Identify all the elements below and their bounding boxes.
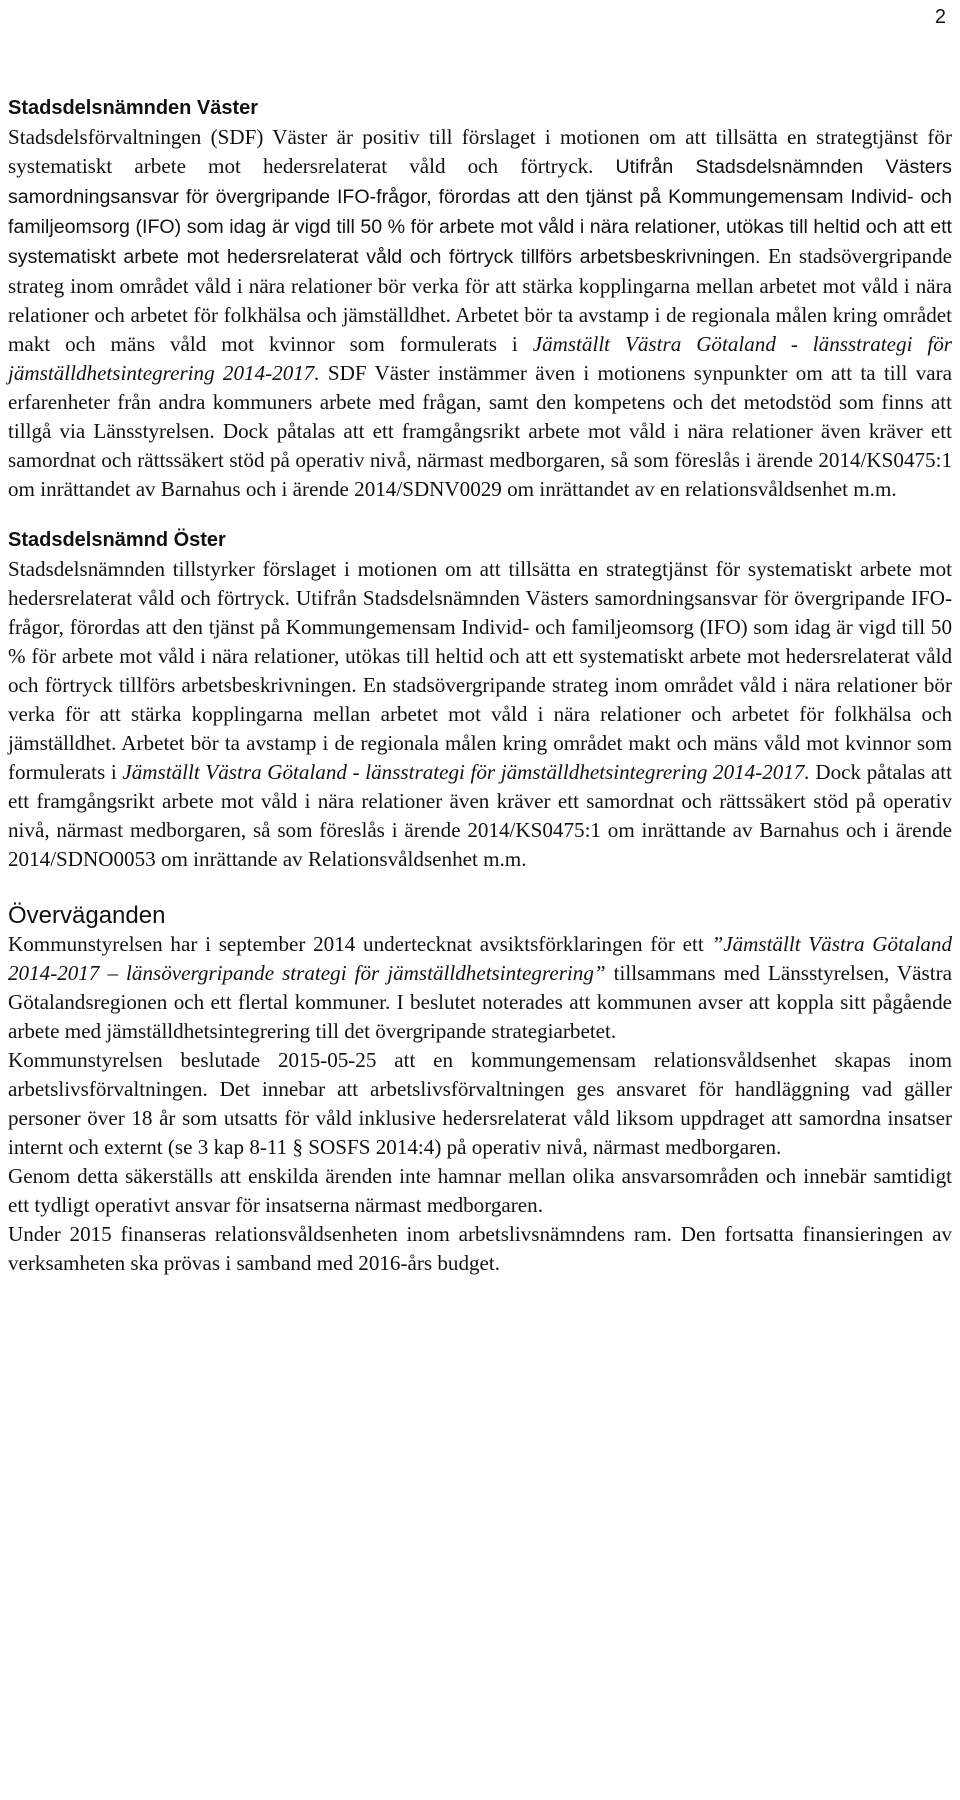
section-paragraph	[8, 123, 952, 504]
text-run: Dock påtalas att ett framgångsrikt arbete mot våld i nära relationer även kräver ett samordnat och rättssäkert stöd på operativ nivå, närmast medborgaren, så som föreslås i ärende 2014/KS0475:1 om inrättande av Barnahus och i ärende 2014/SDNO0053 om inrättande av Relationsvåldsenhet m.m.	[8, 760, 952, 871]
section-overvaganden	[8, 901, 952, 1278]
section-paragraph	[8, 930, 952, 1046]
italic-title: Jämställt Västra Götaland - länsstrategi för jämställdhetsintegrering 2014-2017.	[122, 760, 810, 784]
italic-title: ”Jämställt Västra Götaland 2014-2017 – länsövergripande strategi för jämställdhetsintegrering”	[8, 932, 952, 985]
section-heading: Överväganden	[8, 902, 166, 929]
text-run: SDF Väster instämmer även i motionens synpunkter om att ta till vara erfarenheter från andra kommuners arbete med frågan, samt den kompetens och det metodstöd som finns att tillgå via Länsstyrelsen. Dock påtalas att ett framgångsrikt arbete mot våld i nära relationer även kräver ett samordnat och rättssäkert stöd på operativ nivå, närmast medborgaren, så som föreslås i ärende 2014/KS0475:1 om inrättandet av Barnahus och i ärende 2014/SDNV0029 om inrättandet av en relationsvåldsenhet m.m.	[8, 361, 952, 501]
section-paragraph: Kommunstyrelsen beslutade 2015-05-25 att en kommungemensam relationsvåldsenhet skapas inom arbetslivsförvaltningen. Det innebar att arbetslivsförvaltningen ges ansvaret för handläggning vad gäller personer över 18 år som utsatts för våld inklusive hedersrelaterat våld liksom uppdraget att samordna insatser internt och externt (se 3 kap 8-11 § SOSFS 2014:4) på operativ nivå, närmast medborgaren.	[8, 1048, 952, 1159]
italic-title: Jämställt Västra Götaland - länsstrategi för jämställdhetsintegrering 2014-2017.	[8, 332, 952, 385]
section-heading: Stadsdelsnämnden Väster	[8, 97, 259, 119]
section-heading: Stadsdelsnämnd Öster	[8, 529, 226, 551]
page-number: 2	[934, 6, 946, 28]
text-run: Utifrån Stadsdelsnämnden Västers samordningsansvar för övergripande IFO-frågor, förordas att den tjänst på Kommungemensam Individ- och familjeomsorg (IFO) som idag är vigd till 50 % för arbete mot våld i nära relationer, utökas till heltid och att ett systematiskt arbete mot hedersrelaterat våld och förtryck tillförs arbetsbeskrivningen.	[8, 156, 952, 268]
text-run: Kommunstyrelsen har i september 2014 undertecknat avsiktsförklaringen för ett	[8, 932, 712, 956]
section-vaster	[8, 94, 952, 504]
text-run: En stadsövergripande strateg inom området våld i nära relationer bör verka för att stärka kopplingarna mellan arbetet mot våld i nära relationer och arbetet för folkhälsa och jämställdhet. Arbetet bör ta avstamp i de regionala målen kring området makt och mäns våld mot kvinnor som formulerats i	[8, 244, 953, 356]
text-run: Stadsdelsnämnden tillstyrker förslaget i motionen om att tillsätta en strategtjänst för systematiskt arbete mot hedersrelaterat våld och förtryck. Utifrån Stadsdelsnämnden Västers samordningsansvar för övergripande IFO-frågor, förordas att den tjänst på Kommungemensam Individ- och familjeomsorg (IFO) som idag är vigd till 50 % för arbete mot våld i nära relationer, utökas till heltid och att ett systematiskt arbete mot hedersrelaterat våld och förtryck tillförs arbetsbeskrivningen. En stadsövergripande strateg inom området våld i nära relationer bör verka för att stärka kopplingarna mellan arbetet mot våld i nära relationer och arbetet för folkhälsa och jämställdhet. Arbetet bör ta avstamp i de regionala målen kring området makt och mäns våld mot kvinnor som formulerats i	[8, 557, 952, 784]
section-paragraph: Genom detta säkerställs att enskilda ärenden inte hamnar mellan olika ansvarsområden och innebär samtidigt ett tydligt operativt ansvar för insatserna närmast medborgaren.	[8, 1164, 952, 1217]
section-paragraph: Under 2015 finanseras relationsvåldsenheten inom arbetslivsnämndens ram. Den fortsatta finansieringen av verksamheten ska prövas i samband med 2016-års budget.	[8, 1222, 952, 1275]
text-run: tillsammans med Länsstyrelsen, Västra Götalandsregionen och ett flertal kommuner. I beslutet noterades att kommunen avser att koppla sitt pågående arbete med jämställdhetsintegrering till det övergripande strategiarbetet.	[8, 961, 952, 1043]
section-paragraph	[8, 555, 952, 874]
section-oster	[8, 526, 952, 874]
document-body	[8, 94, 952, 1278]
text-run: Stadsdelsförvaltningen (SDF) Väster är positiv till förslaget i motionen om att tillsätta en strategtjänst för systematiskt arbete mot hedersrelaterat våld och förtryck.	[8, 125, 952, 178]
